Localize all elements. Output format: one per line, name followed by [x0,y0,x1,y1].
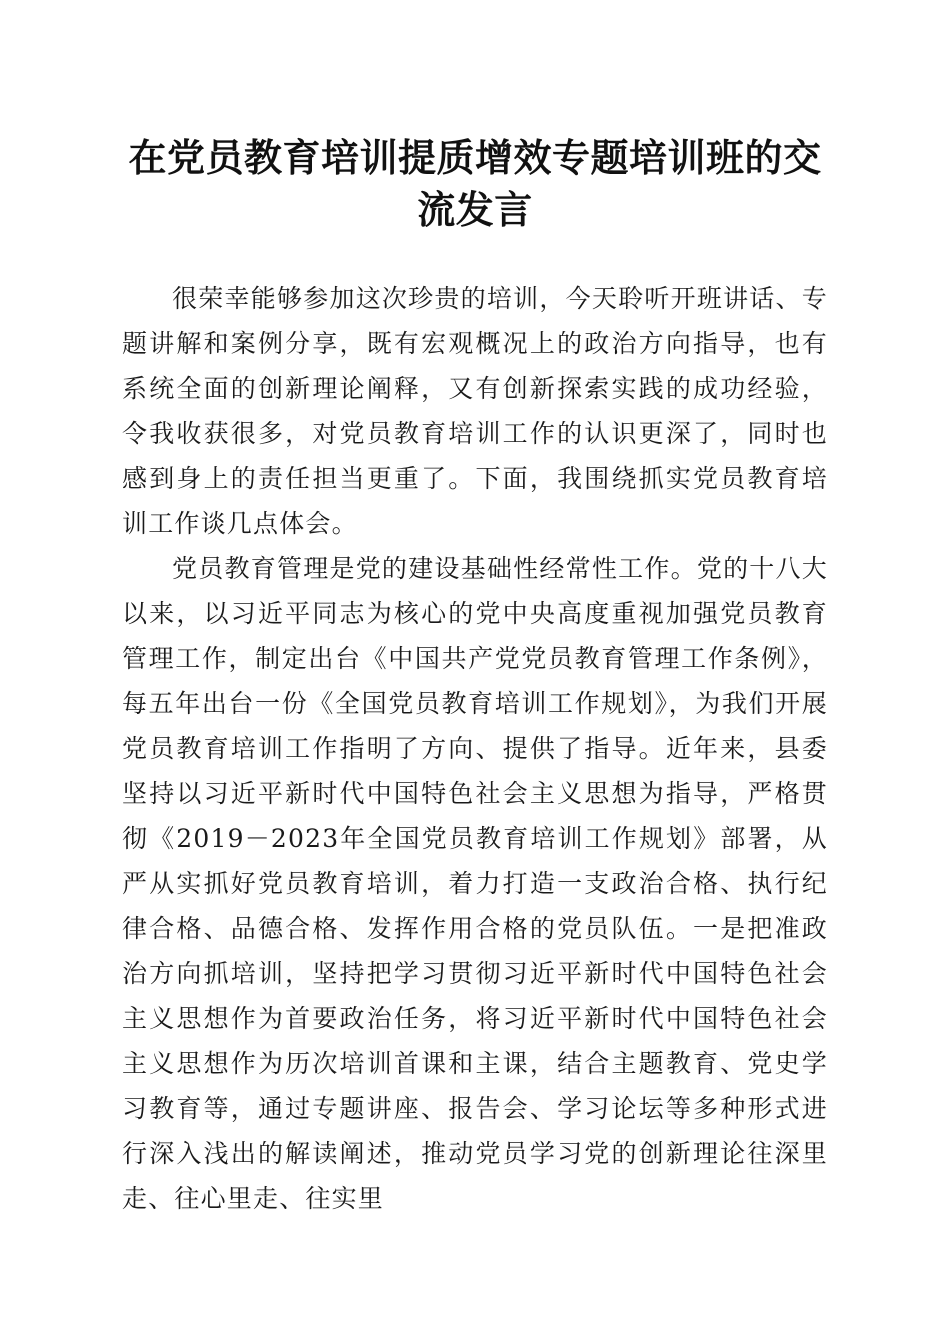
paragraph-intro: 很荣幸能够参加这次珍贵的培训，今天聆听开班讲话、专题讲解和案例分享，既有宏观概况上的政治方向指导，也有系统全面的创新理论阐释，又有创新探索实践的成功经验，令我收获很多，对党员教育培训工作的认识更深了，同时也感到身上的责任担当更重了。下面，我围绕抓实党员教育培训工作谈几点体会。 [122,284,828,538]
document-body [122,276,828,1221]
document-title: 在党员教育培训提质增效专题培训班的交流发言 [128,135,822,232]
paragraph-main: 党员教育管理是党的建设基础性经常性工作。党的十八大以来，以习近平同志为核心的党中央高度重视加强党员教育管理工作，制定出台《中国共产党党员教育管理工作条例》，每五年出台一份《全国党员教育培训工作规划》，为我们开展党员教育培训工作指明了方向、提供了指导。近年来，县委坚持以习近平新时代中国特色社会主义思想为指导，严格贯彻《2019－2023年全国党员教育培训工作规划》部署，从严从实抓好党员教育培训，着力打造一支政治合格、执行纪律合格、品德合格、发挥作用合格的党员队伍。一是把准政治方向抓培训，坚持把学习贯彻习近平新时代中国特色社会主义思想作为首要政治任务，将习近平新时代中国特色社会主义思想作为历次培训首课和主课，结合主题教育、党史学习教育等，通过专题讲座、报告会、学习论坛等多种形式进行深入浅出的解读阐述，推动党员学习党的创新理论往深里走、往心里走、往实里 [122,554,828,1213]
